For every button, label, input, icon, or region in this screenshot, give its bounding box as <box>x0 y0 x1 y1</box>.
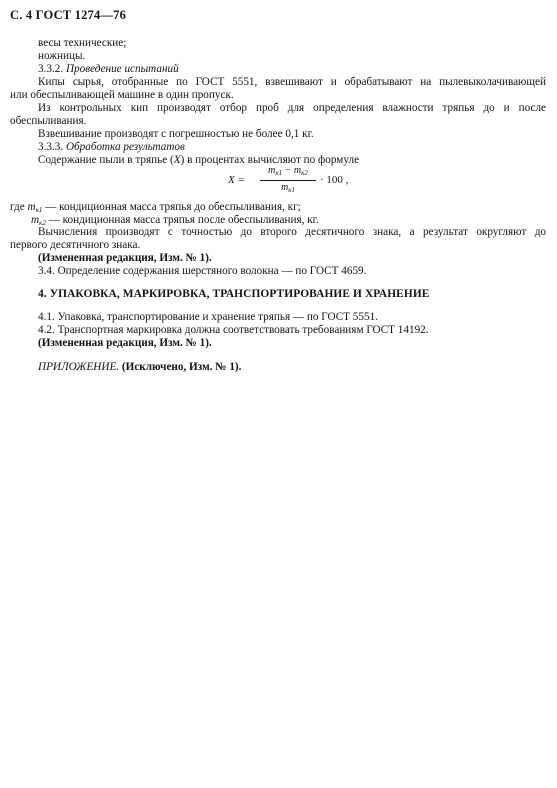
where-text: — кондиционная масса тряпья после обеспыливания, кг. <box>48 214 319 226</box>
where-prefix: где <box>10 201 25 213</box>
subsection-title: Проведение испытаний <box>65 63 179 75</box>
variable-mk2: $m_{к2}$ <box>31 214 46 227</box>
page-header: С. 4 ГОСТ 1274—76 <box>10 8 127 22</box>
formula-intro-variable: X <box>173 154 181 166</box>
amendment-note: (Измененная редакция, Изм. № 1). <box>38 337 212 349</box>
appendix-note <box>38 361 241 374</box>
subsection-number: 3.3.3. <box>38 141 64 153</box>
appendix-status: (Исключено, Изм. № 1). <box>121 361 242 373</box>
appendix-label: ПРИЛОЖЕНИЕ. <box>38 361 120 373</box>
subsection-3-3-2-heading <box>38 63 179 76</box>
paragraph-line: первого десятичного знака. <box>10 239 141 251</box>
paragraph-line: Вычисления производят с точностью до второго десятичного знака, а результат округляют до <box>38 226 546 238</box>
paragraph-line: Взвешивание производят с погрешностью не более 0,1 кг. <box>38 128 314 140</box>
paragraph-line: 4.1. Упаковка, транспортирование и хранение тряпья — по ГОСТ 5551. <box>38 311 378 323</box>
formula-rhs: · 100 , <box>320 174 349 186</box>
paragraph-line: 3.4. Определение содержания шерстяного волокна — по ГОСТ 4659. <box>38 265 367 277</box>
paragraph-line: или обеспыливающей машине в один пропуск. <box>10 89 234 101</box>
formula-numerator: $m_{к1} - m_{к2}$ <box>268 165 308 177</box>
variable-mk1: $m_{к1}$ <box>27 201 43 214</box>
formula-intro-text: Содержание пыли в тряпье ( <box>38 154 174 166</box>
paragraph-line: обеспыливания. <box>10 115 87 127</box>
paragraph-line: 4.2. Транспортная маркировка должна соответствовать требованиям ГОСТ 14192. <box>38 324 429 336</box>
equipment-item-scissors: ножницы. <box>38 50 86 62</box>
formula-intro-text: ) в процентах вычисляют по формуле <box>180 154 360 166</box>
section-4-heading: 4. УПАКОВКА, МАРКИРОВКА, ТРАНСПОРТИРОВАНИЕ И ХРАНЕНИЕ <box>38 288 430 300</box>
subsection-title: Обработка результатов <box>65 141 185 153</box>
formula-lhs: X = <box>228 174 245 186</box>
formula-denominator: $m_{к1}$ <box>280 182 295 194</box>
fraction-bar <box>260 180 316 181</box>
equipment-item-scales: весы технические; <box>38 37 127 49</box>
paragraph-line: Из контрольных кип производят отбор проб для определения влажности тряпья до и после <box>38 102 546 114</box>
amendment-note: (Измененная редакция, Изм. № 1). <box>38 252 212 264</box>
where-text: — кондиционная масса тряпья до обеспыливания, кг; <box>45 201 301 213</box>
paragraph-line: Кипы сырья, отобранные по ГОСТ 5551, взвешивают и обрабатывают на пылевыколачивающей <box>38 76 546 88</box>
subsection-3-3-3-heading <box>38 141 185 154</box>
formula-fraction <box>258 165 318 196</box>
subsection-number: 3.3.2. <box>38 63 64 75</box>
